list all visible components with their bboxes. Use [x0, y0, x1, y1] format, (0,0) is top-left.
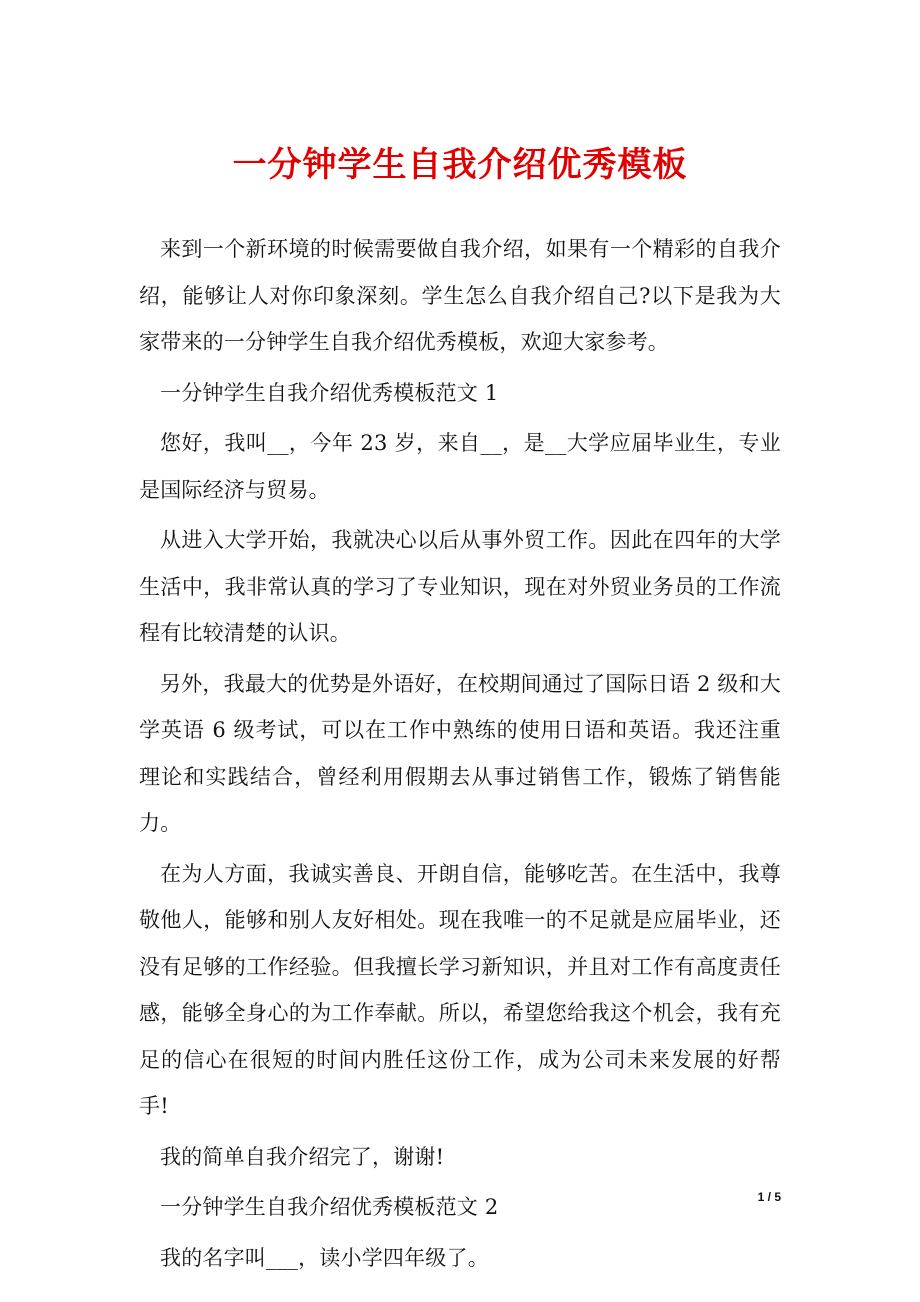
section-heading-2: 一分钟学生自我介绍优秀模板范文 2 — [160, 1195, 499, 1219]
paragraph: 我的名字叫___，读小学四年级了。 — [160, 1245, 489, 1270]
paragraph: 我的简单自我介绍完了，谢谢! — [160, 1144, 445, 1169]
paragraph: 您好，我叫__，今年 23 岁，来自__，是__大学应届毕业生，专业是国际经济与贸易。 — [139, 431, 781, 502]
paragraph: 在为人方面，我诚实善良、开朗自信，能够吃苦。在生活中，我尊敬他人，能够和别人友好相处。现在我唯一的不足就是应届毕业，还没有足够的工作经验。但我擅长学习新知识，并且对工作有高度责任感，能够全身心的为工作奉献。所以，希望您给我这个机会，我有充足的信心在很短的时间内胜任这份工作，成为公司未来发展的好帮手! — [139, 861, 781, 1118]
paragraph: 另外，我最大的优势是外语好，在校期间通过了国际日语 2 级和大学英语 6 级考试，可以在工作中熟练的使用日语和英语。我还注重理论和实践结合，曾经利用假期去从事过销售工作，锻炼了销售能力。 — [139, 671, 781, 835]
page-number: 1 / 5 — [757, 1190, 781, 1204]
document-body — [139, 226, 781, 1285]
intro-paragraph: 来到一个新环境的时候需要做自我介绍，如果有一个精彩的自我介绍，能够让人对你印象深刻。学生怎么自我介绍自己?以下是我为大家带来的一分钟学生自我介绍优秀模板，欢迎大家参考。 — [139, 237, 781, 354]
paragraph: 从进入大学开始，我就决心以后从事外贸工作。因此在四年的大学生活中，我非常认真的学习了专业知识，现在对外贸业务员的工作流程有比较清楚的认识。 — [139, 528, 781, 645]
section-heading-1: 一分钟学生自我介绍优秀模板范文 1 — [160, 380, 499, 405]
document-title: 一分钟学生自我介绍优秀模板 — [232, 145, 688, 185]
